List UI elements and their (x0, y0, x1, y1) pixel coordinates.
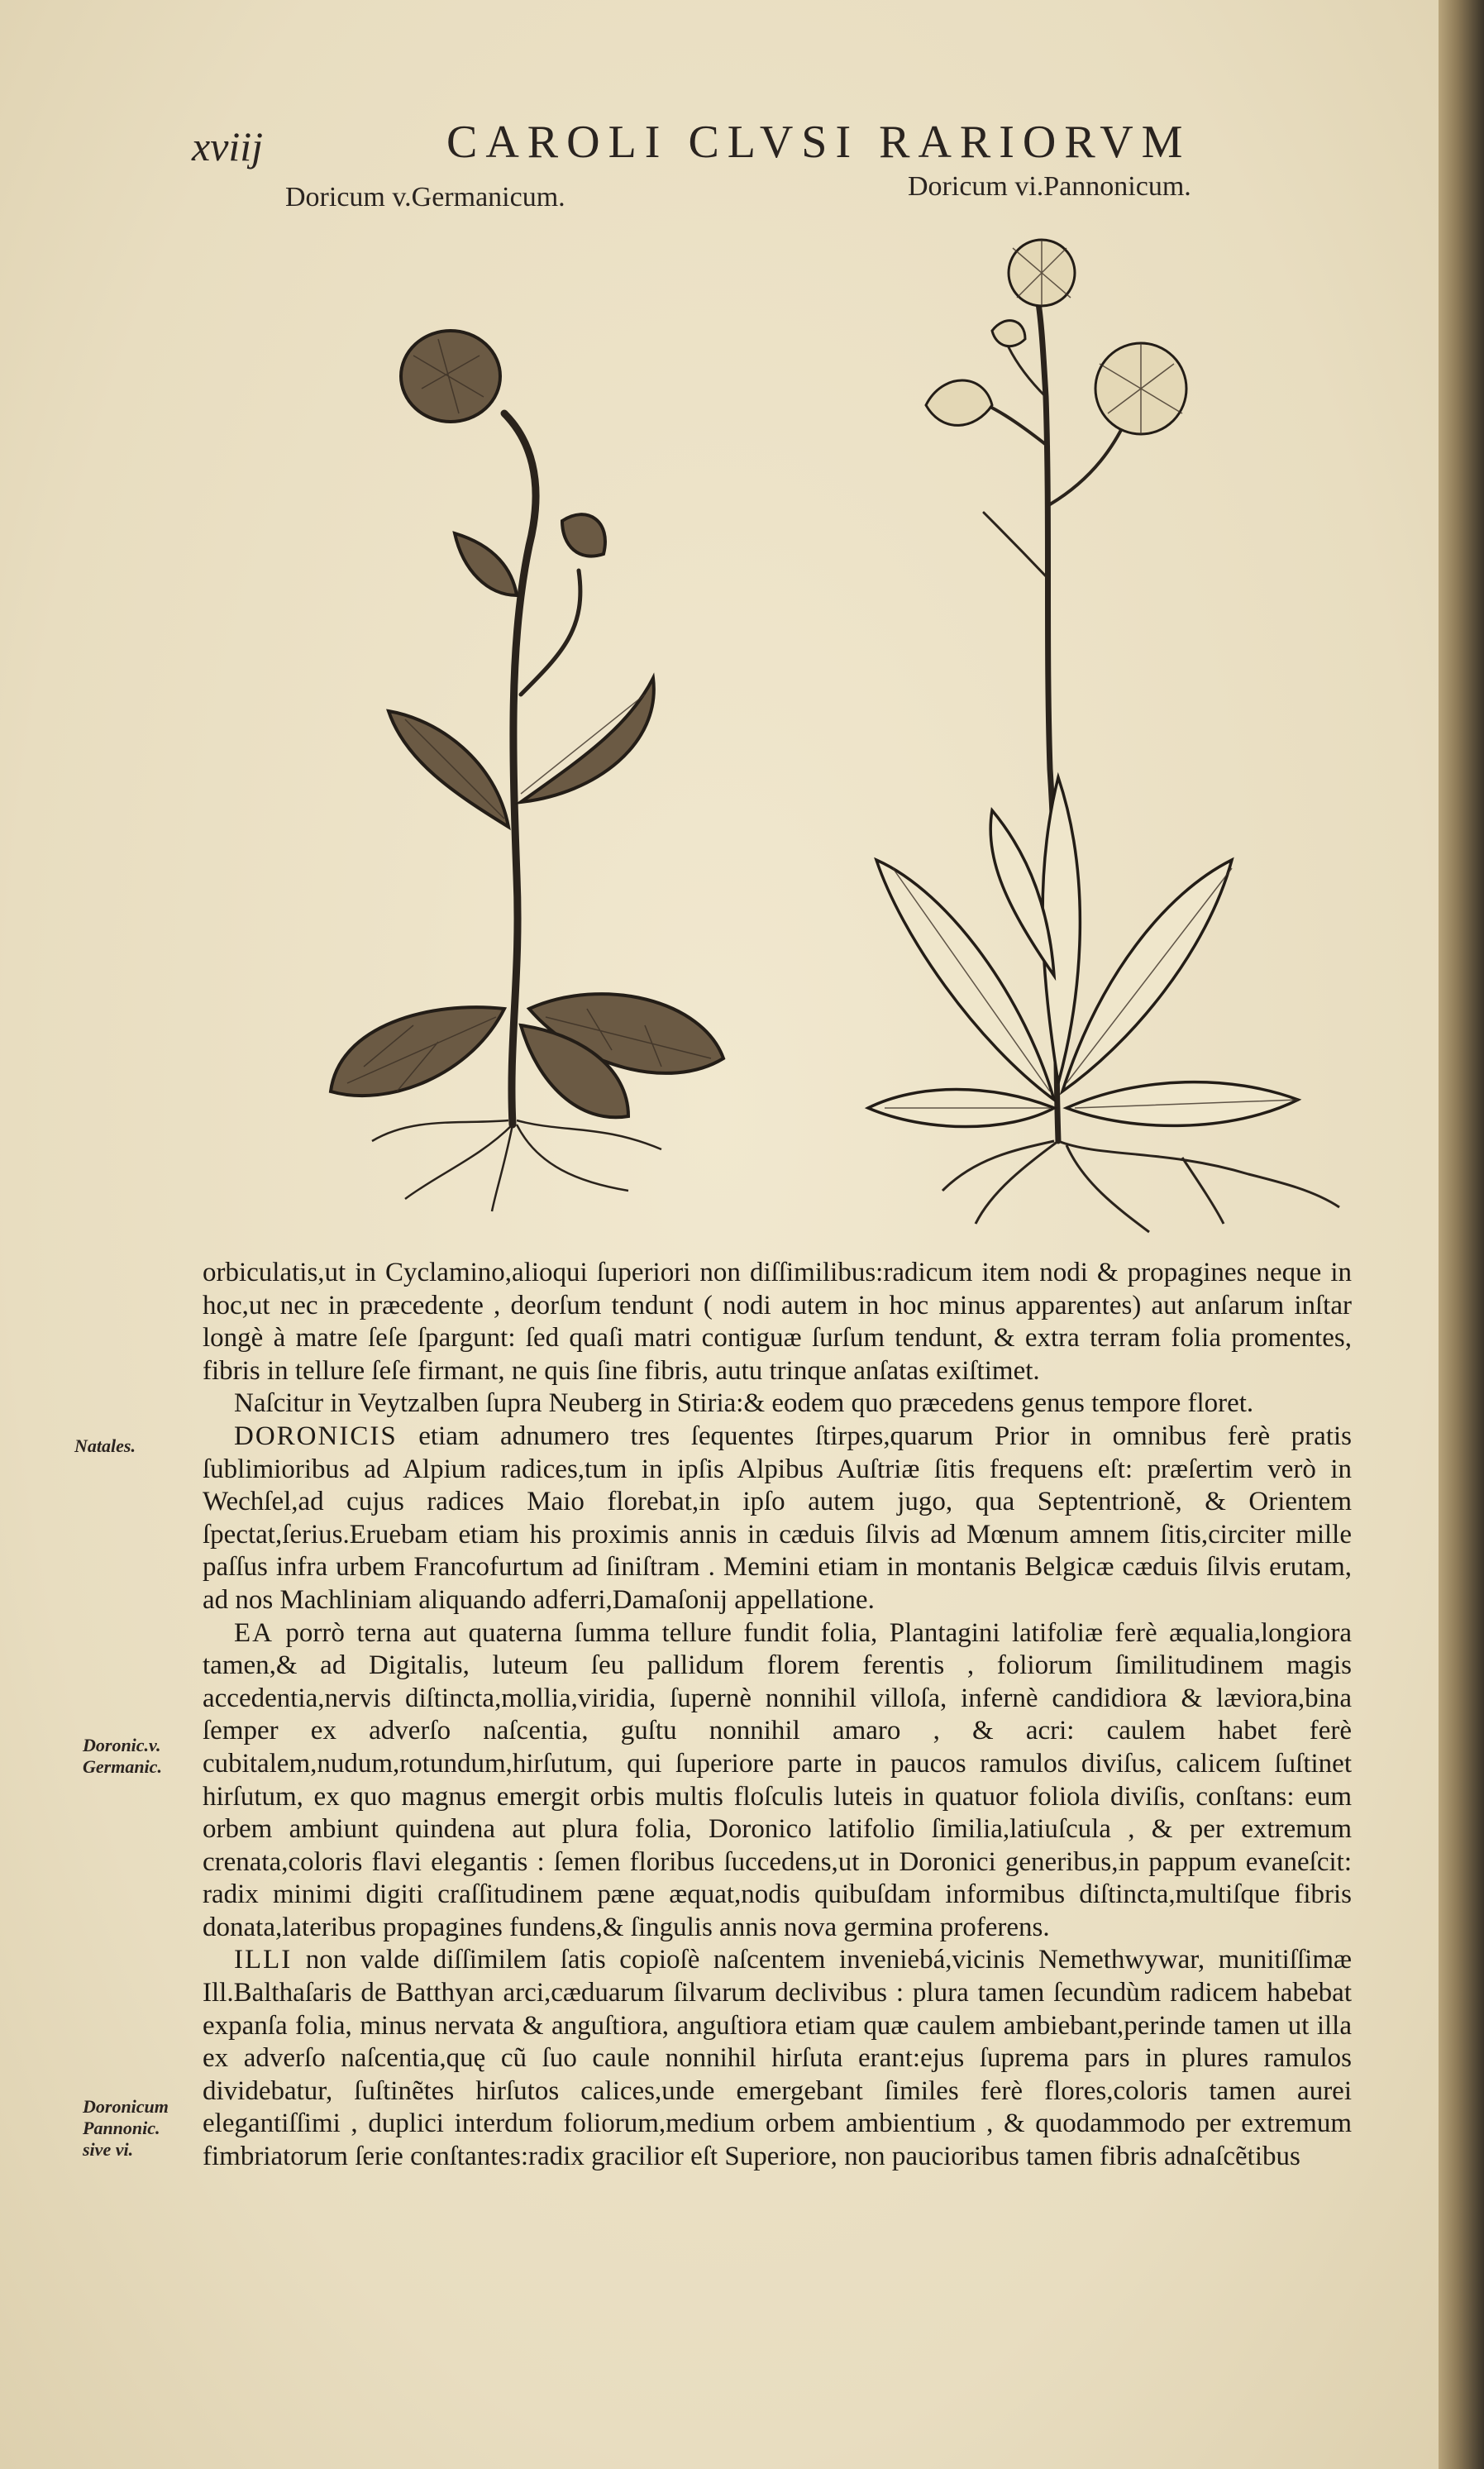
paragraph-5-text: non valde diſſimilem ſatis copioſè naſcentem inveniebá,vicinis Nemethwywar, munitiſſimæ Ill.Balthaſaris de Batthyan arci,cæduarum ſilvarum declivibus : plura tamen ſecundùm radicem habebat expanſa folia, minus nervata & anguſtiora, anguſtiora etiam quæ caulem ambiebant,perinde tamen ut illa ex adverſo naſcentia,quę cũ ſuo caule nonnihil hirſuta erant:ejus ſuprema pars in plures ramulos dividebatur, ſuſtinẽtes hirſutos calices,unde emergebant ſimiles ferè flores,coloris tamen aurei elegantiſſimi , duplici interdum foliorum,medium orbem ambientium , & quodammodo per extremum fimbriatorum ſerie conſtantes:radix gracilior eſt Superiore, non paucioribus tamen fibris adnaſcẽtibus (203, 1945, 1352, 2172)
caption-right: Doricum vi.Pannonicum. (908, 171, 1191, 202)
page-edge-binding (1439, 0, 1484, 2469)
woodcut-plant-doronicum-germanicum (314, 298, 744, 1215)
margin-note-doronicum-v: Doronic.v. Germanic. (83, 1735, 162, 1777)
lead-word: EA (234, 1617, 274, 1648)
paragraph-4 (203, 1617, 1352, 1945)
folio-number: xviij (192, 123, 264, 170)
caption-left: Doricum v.Germanicum. (285, 182, 565, 213)
paragraph-3 (203, 1421, 1352, 1617)
margin-note-natales: Natales. (74, 1435, 136, 1456)
woodcut-plant-doronicum-pannonicum (852, 232, 1348, 1240)
lead-word: ILLI (234, 1945, 293, 1975)
paragraph-5 (203, 1944, 1352, 2173)
lead-word: DORONICIS (234, 1421, 398, 1451)
running-head: CAROLI CLVSI RARIORVM (446, 117, 1191, 168)
body-text (203, 1257, 1352, 2174)
paragraph-2: Naſcitur in Veytzalben ſupra Neuberg in Stiria:& eodem quo præcedens genus tempore floret. (234, 1388, 1254, 1419)
paragraph-3-text: etiam adnumero tres ſequentes ſtirpes,quarum Prior in omnibus ferè pratis ſublimioribus ad Alpium radices,tum in ipſis Alpibus Auſtriæ ſitis frequens eſt: præſertim verò in Wechſel,ad cujus radices Maio florebat,in ipſo autem jugo, qua Septentrioně, & Orientem ſpectat,ſerius.Eruebam etiam his proximis annis in cæduis ſilvis ad Mœnum amnem ſitis,circiter mille paſſus infra urbem Francofurtum ad ſiniſtram . Memini etiam in montanis Belgicæ cæduis ſilvis erutam, ad nos Machliniam aliquando adferri,Damaſonij appellatione. (203, 1421, 1352, 1615)
paragraph-1: orbiculatis,ut in Cyclamino,alioqui ſuperiori non diſſimilibus:radicum item nodi & propagines neque in hoc,ut nec in præcedente , deorſum tendunt ( nodi autem in hoc minus apparentes) aut anſarum inſtar longè à matre ſeſe ſpargunt: ſed quaſi matri contiguæ ſurſum tendunt, & extra terram folia promentes, fibris in tellure ſeſe firmant, ne quis ſine fibris, autu trinque anſatas exiſtimet. (203, 1258, 1352, 1386)
margin-note-doronicum-vi: Doronicum Pannonic. sive vi. (83, 2096, 169, 2160)
paragraph-4-text: porrò terna aut quaterna ſumma tellure fundit folia, Plantagini latifoliæ ferè æqualia,longiora tamen,& ad Digitalis, luteum ſeu pallidum florem ferentis , foliorum ſimilitudinem magis accedentia,nervis diſtincta,mollia,viridia, ſupernè nonnihil villoſa, infernè candidiora & læviora,bina ſemper ex adverſo naſcentia, guſtu nonnihil amaro , & acri: caulem habet ferè cubitalem,nudum,rotundum,hirſutum, qui ſuperiore parte in paucos ramulos diviſus, calicem ſuſtinet hirſutum, ex quo magnus emergit orbis multis floſculis luteis in quatuor foliola diviſis, conſtans: eum orbem ambiunt quindena aut plura folia, Doronico latifolio ſimilia,latiuſcula , & per extremum crenata,coloris flavi elegantis : ſemen floribus ſuccedens,ut in Doronici generibus,in pappum evaneſcit: radix minimi digiti craſſitudinem pæne æquat,nodis quibuſdam informibus diſtincta,multiſque fibris donata,lateribus propagines fundens,& ſingulis annis nova germina proferens. (203, 1617, 1352, 1942)
